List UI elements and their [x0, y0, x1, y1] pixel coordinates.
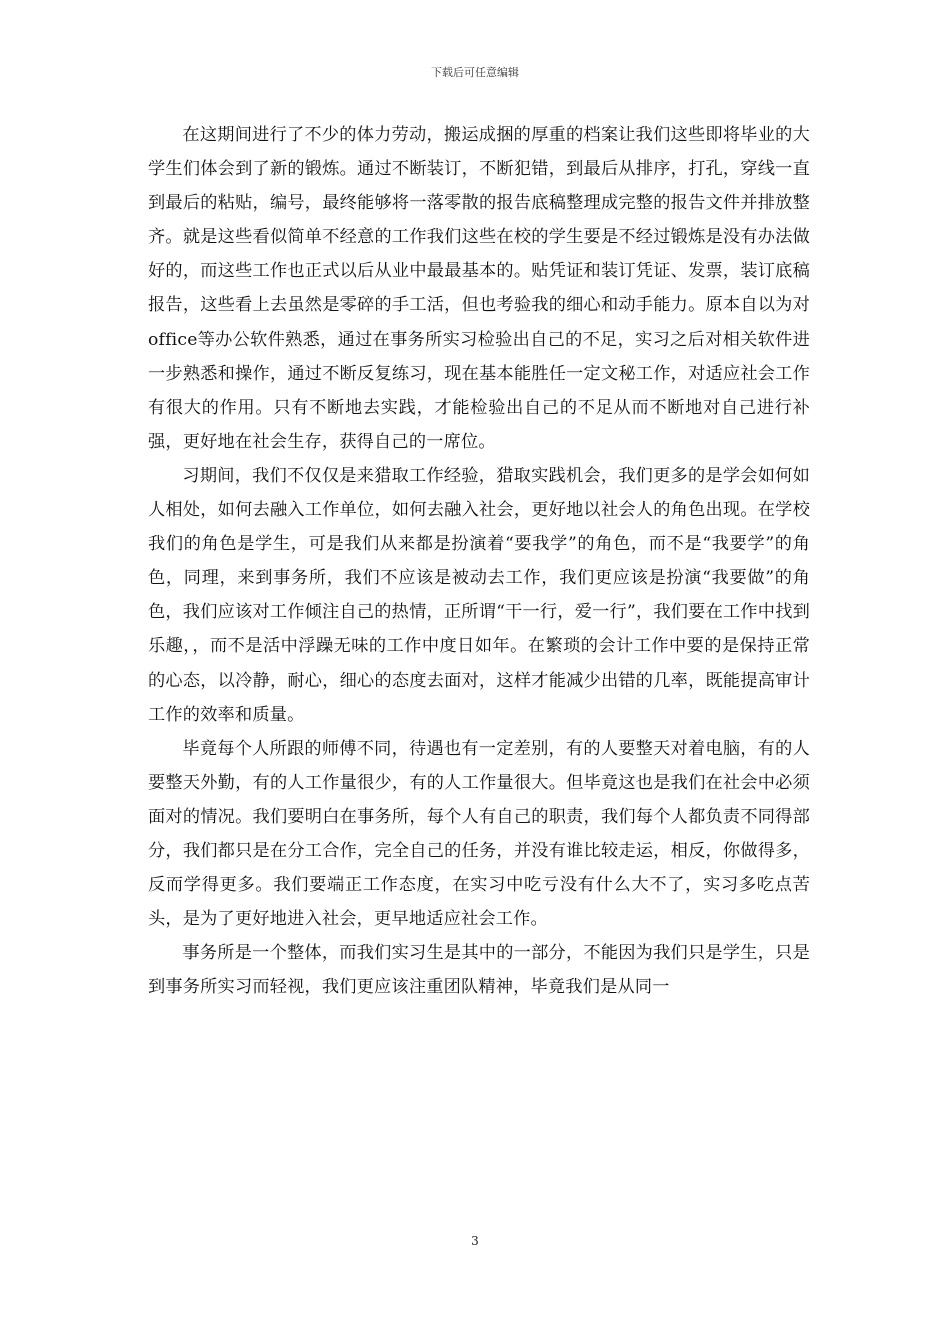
paragraph-1: 在这期间进行了不少的体力劳动，搬运成捆的厚重的档案让我们这些即将毕业的大学生们体会到了新的锻炼。通过不断装订，不断犯错，到最后从排序，打孔，穿线一直到最后的粘贴，编号，最终能够将一落零散的报告底稿整理成完整的报告文件并排放整齐。就是这些看似简单不经意的工作我们这些在校的学生要是不经过锻炼是没有办法做好的，而这些工作也正式以后从业中最最基本的。贴凭证和装订凭证、发票，装订底稿报告，这些看上去虽然是零碎的手工活，但也考验我的细心和动手能力。原本自以为对office等办公软件熟悉，通过在事务所实习检验出自己的不足，实习之后对相关软件进一步熟悉和操作，通过不断反复练习，现在基本能胜任一定文秘工作，对适应社会工作有很大的作用。只有不断地去实践，才能检验出自己的不足从而不断地对自己进行补强，更好地在社会生存，获得自己的一席位。: [148, 125, 810, 452]
page-header: 下载后可任意编辑: [431, 66, 519, 79]
paragraph-2: 习期间，我们不仅仅是来猎取工作经验，猎取实践机会，我们更多的是学会如何如人相处，如何去融入工作单位，如何去融入社会，更好地以社会人的角色出现。在学校我们的角色是学生，可是我们从来都是扮演着“要我学”的角色，而不是“我要学”的角色，同理，来到事务所，我们不应该是被动去工作，我们更应该是扮演“我要做”的角色，我们应该对工作倾注自己的热情，正所谓“干一行，爱一行”，我们要在工作中找到乐趣，，而不是活中浮躁无味的工作中度日如年。在繁琐的会计工作中要的是保持正常的心态，以冷静，耐心，细心的态度去面对，这样才能减少出错的几率，既能提高审计工作的效率和质量。: [148, 465, 810, 725]
paragraph-4: 事务所是一个整体，而我们实习生是其中的一部分，不能因为我们只是学生，只是到事务所实习而轻视，我们更应该注重团队精神，毕竟我们是从同一: [148, 943, 810, 998]
page-number: 3: [471, 1234, 479, 1248]
paragraph-3: 毕竟每个人所跟的师傅不同，待遇也有一定差别，有的人要整天对着电脑，有的人要整天外勤，有的人工作量很少，有的人工作量很大。但毕竟这也是我们在社会中必须面对的情况。我们要明白在事务所，每个人有自己的职责，我们每个人都负责不同得部分，我们都只是在分工合作，完全自己的任务，并没有谁比较走运，相反，你做得多，反而学得更多。我们要端正工作态度，在实习中吃亏没有什么大不了，实习多吃点苦头，是为了更好地进入社会，更早地适应社会工作。: [148, 738, 810, 930]
body-text: [148, 118, 810, 1004]
